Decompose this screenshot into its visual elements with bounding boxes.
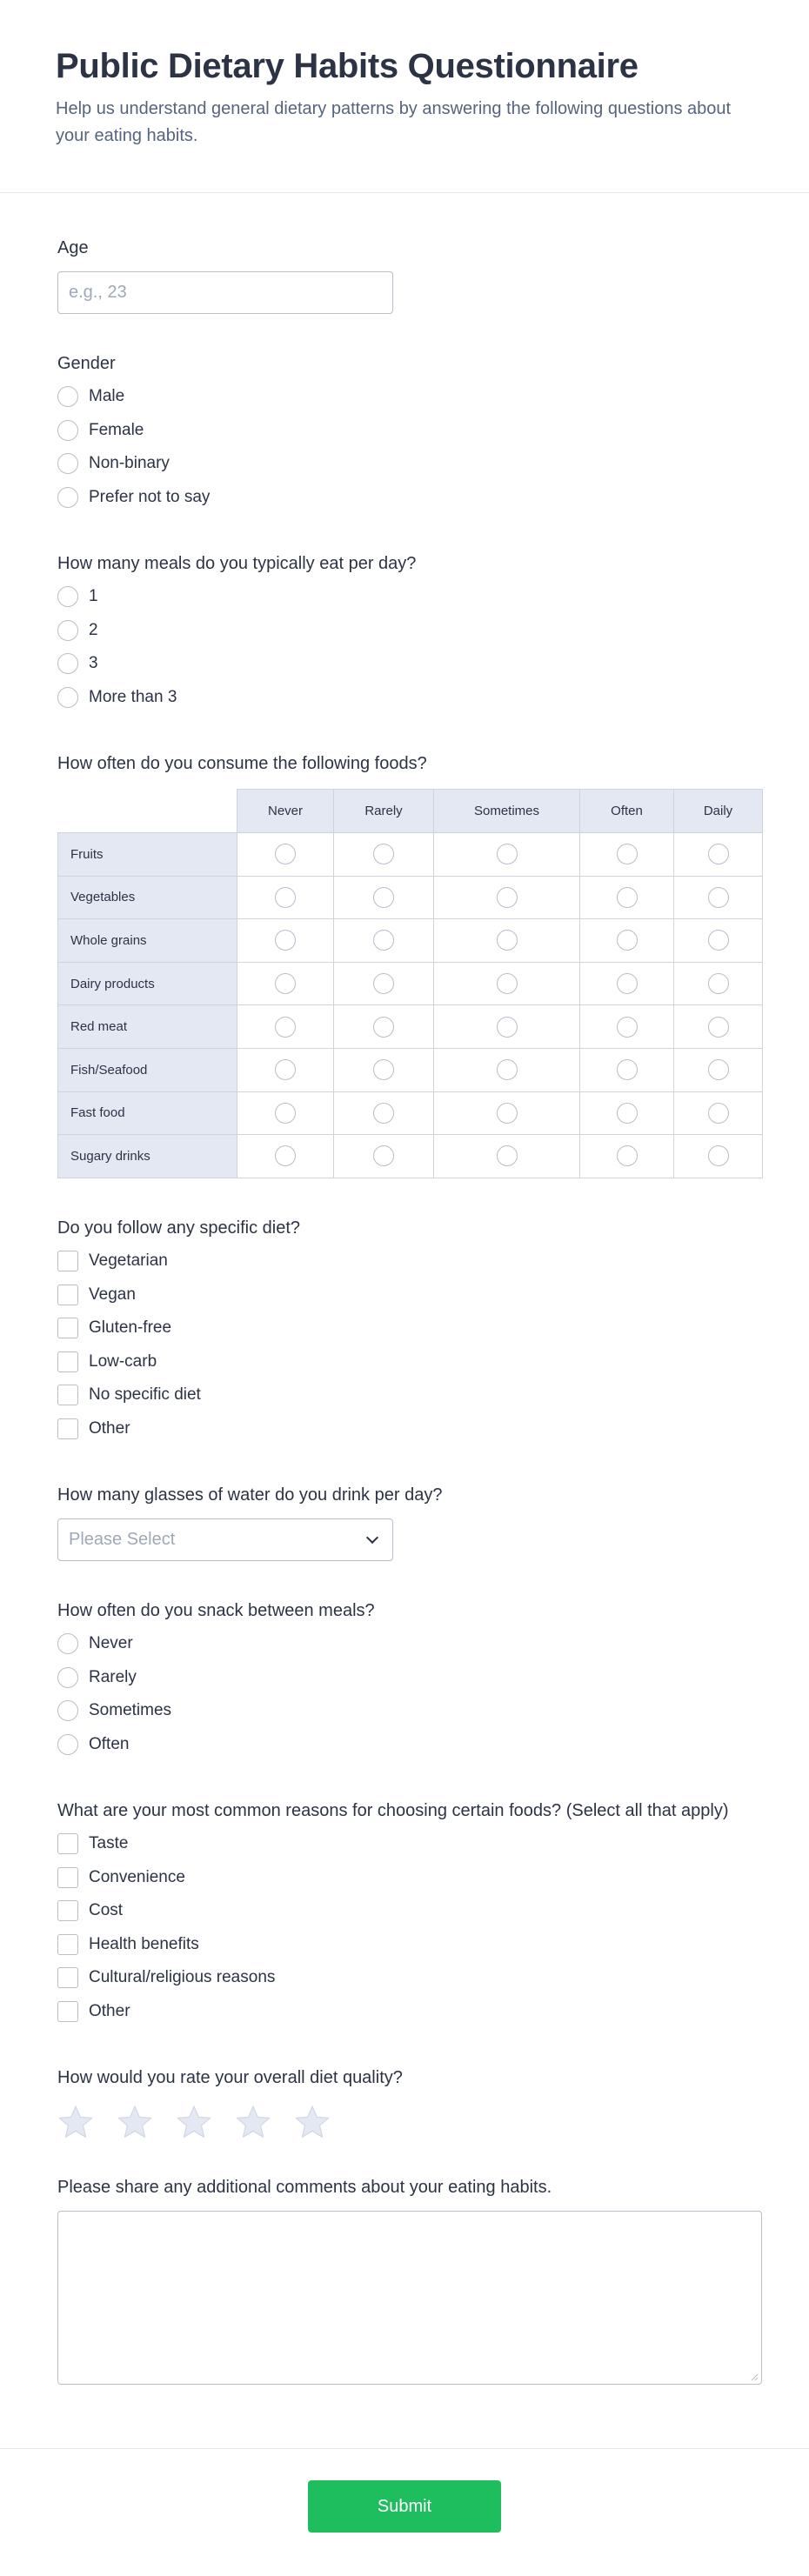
matrix-cell[interactable] xyxy=(580,919,674,963)
matrix-cell[interactable] xyxy=(580,876,674,919)
matrix-row-label: Fast food xyxy=(58,1091,237,1135)
reasons-option[interactable] xyxy=(57,1827,762,1861)
radio-button[interactable] xyxy=(497,1103,518,1124)
matrix-column-header: Often xyxy=(580,790,674,833)
checkbox[interactable] xyxy=(57,1934,78,1955)
checkbox[interactable] xyxy=(57,1251,78,1271)
option-label: 3 xyxy=(89,654,98,673)
matrix-cell[interactable] xyxy=(334,1048,434,1091)
checkbox[interactable] xyxy=(57,1867,78,1888)
chevron-down-icon xyxy=(366,1532,378,1544)
matrix-cell[interactable] xyxy=(237,1005,334,1049)
gender-option[interactable] xyxy=(57,380,809,414)
matrix-cell[interactable] xyxy=(674,919,763,963)
matrix-row xyxy=(58,876,763,919)
radio-button[interactable] xyxy=(275,1103,296,1124)
form-subtitle: Help us understand general dietary patterns by answering the following questions about your eating habits. xyxy=(56,99,732,145)
matrix-row xyxy=(58,1091,763,1135)
checkbox[interactable] xyxy=(57,1967,78,1988)
radio-button[interactable] xyxy=(275,1017,296,1038)
rating-label: How would you rate your overall diet quality? xyxy=(57,2067,403,2087)
option-label: 1 xyxy=(89,587,98,606)
matrix-cell[interactable] xyxy=(237,919,334,963)
matrix-cell[interactable] xyxy=(237,833,334,877)
gender-option[interactable] xyxy=(57,447,809,481)
reasons-option[interactable] xyxy=(57,1927,762,1961)
matrix-cell[interactable] xyxy=(434,962,580,1005)
matrix-cell[interactable] xyxy=(580,1135,674,1178)
snack-option[interactable] xyxy=(57,1727,809,1761)
checkbox[interactable] xyxy=(57,1385,78,1405)
checkbox[interactable] xyxy=(57,1900,78,1921)
checkbox[interactable] xyxy=(57,1351,78,1372)
option-label: Cultural/religious reasons xyxy=(89,1968,276,1986)
star-icon[interactable] xyxy=(176,2105,212,2139)
matrix-cell[interactable] xyxy=(434,1091,580,1135)
option-label: Gluten-free xyxy=(89,1318,172,1337)
matrix-cell[interactable] xyxy=(334,919,434,963)
comments-question xyxy=(57,2176,809,2385)
matrix-cell[interactable] xyxy=(334,1091,434,1135)
option-label: Vegan xyxy=(89,1285,136,1304)
radio-button[interactable] xyxy=(57,487,78,508)
water-label: How many glasses of water do you drink per day? xyxy=(57,1485,443,1505)
snack-option[interactable] xyxy=(57,1627,809,1661)
option-label: Vegetarian xyxy=(89,1251,168,1270)
select-placeholder: Please Select xyxy=(69,1529,176,1549)
matrix-row-label: Red meat xyxy=(58,1005,237,1049)
meals-question xyxy=(57,552,809,714)
matrix-cell[interactable] xyxy=(237,1135,334,1178)
matrix-row-label: Fish/Seafood xyxy=(58,1048,237,1091)
frequency-label: How often do you consume the following foods? xyxy=(57,754,427,773)
matrix-cell[interactable] xyxy=(237,876,334,919)
resize-handle-icon[interactable] xyxy=(750,2372,759,2381)
star-rating xyxy=(57,2105,809,2139)
diet-option[interactable] xyxy=(57,1345,809,1378)
matrix-cell[interactable] xyxy=(434,1135,580,1178)
matrix-cell[interactable] xyxy=(237,962,334,1005)
reasons-option[interactable] xyxy=(57,1961,762,1995)
form-footer xyxy=(0,2448,809,2576)
matrix-cell[interactable] xyxy=(334,833,434,877)
snack-question xyxy=(57,1599,809,1761)
snack-label: How often do you snack between meals? xyxy=(57,1600,375,1620)
radio-button[interactable] xyxy=(617,930,638,951)
meals-option[interactable] xyxy=(57,614,809,648)
radio-button[interactable] xyxy=(275,1059,296,1080)
matrix-header-row xyxy=(58,790,763,833)
matrix-cell[interactable] xyxy=(334,876,434,919)
matrix-column-header: Daily xyxy=(674,790,763,833)
radio-button[interactable] xyxy=(497,973,518,994)
matrix-column-header: Never xyxy=(237,790,334,833)
radio-button[interactable] xyxy=(708,1017,729,1038)
radio-button[interactable] xyxy=(373,887,394,908)
matrix-column-header: Rarely xyxy=(334,790,434,833)
checkbox[interactable] xyxy=(57,1285,78,1305)
radio-button[interactable] xyxy=(57,386,78,407)
matrix-cell[interactable] xyxy=(334,1135,434,1178)
option-label: Female xyxy=(89,420,144,439)
age-input[interactable] xyxy=(57,271,393,314)
radio-button[interactable] xyxy=(617,887,638,908)
matrix-corner xyxy=(58,790,237,833)
option-label: Sometimes xyxy=(89,1701,172,1719)
radio-button[interactable] xyxy=(708,930,729,951)
radio-button[interactable] xyxy=(617,1059,638,1080)
option-label: Other xyxy=(89,2001,130,2020)
snack-option[interactable] xyxy=(57,1694,809,1728)
option-label: Never xyxy=(89,1634,133,1652)
matrix-cell[interactable] xyxy=(580,1005,674,1049)
radio-button[interactable] xyxy=(708,1103,729,1124)
matrix-row-label: Fruits xyxy=(58,833,237,877)
radio-button[interactable] xyxy=(373,973,394,994)
comments-textarea[interactable] xyxy=(57,2211,762,2385)
rating-question xyxy=(57,2066,809,2139)
form-header xyxy=(0,0,809,193)
matrix-column-header: Sometimes xyxy=(434,790,580,833)
diet-option[interactable] xyxy=(57,1278,809,1311)
snack-option[interactable] xyxy=(57,1660,809,1694)
radio-button[interactable] xyxy=(57,653,78,674)
radio-button[interactable] xyxy=(373,1103,394,1124)
radio-button[interactable] xyxy=(275,973,296,994)
matrix-cell[interactable] xyxy=(434,1048,580,1091)
option-label: More than 3 xyxy=(89,687,177,706)
matrix-row xyxy=(58,1048,763,1091)
radio-button[interactable] xyxy=(497,930,518,951)
meals-option[interactable] xyxy=(57,580,809,614)
matrix-cell[interactable] xyxy=(334,962,434,1005)
option-label: Rarely xyxy=(89,1667,137,1686)
radio-button[interactable] xyxy=(57,1667,78,1688)
radio-button[interactable] xyxy=(373,844,394,864)
radio-button[interactable] xyxy=(57,687,78,708)
radio-button[interactable] xyxy=(497,844,518,864)
reasons-option[interactable] xyxy=(57,1894,762,1928)
checkbox[interactable] xyxy=(57,1418,78,1439)
matrix-row xyxy=(58,962,763,1005)
matrix-row xyxy=(58,1005,763,1049)
checkbox[interactable] xyxy=(57,1833,78,1854)
matrix-cell[interactable] xyxy=(580,962,674,1005)
radio-button[interactable] xyxy=(373,1145,394,1166)
diet-option[interactable] xyxy=(57,1378,809,1412)
radio-button[interactable] xyxy=(373,1017,394,1038)
radio-button[interactable] xyxy=(57,453,78,474)
radio-button[interactable] xyxy=(57,420,78,441)
radio-button[interactable] xyxy=(57,1734,78,1755)
radio-button[interactable] xyxy=(497,1145,518,1166)
matrix-row-label: Sugary drinks xyxy=(58,1135,237,1178)
star-icon[interactable] xyxy=(117,2105,153,2139)
radio-button[interactable] xyxy=(708,844,729,864)
option-label: Convenience xyxy=(89,1867,185,1886)
star-icon[interactable] xyxy=(294,2105,331,2139)
matrix-cell[interactable] xyxy=(237,1091,334,1135)
option-label: Low-carb xyxy=(89,1351,157,1371)
matrix-cell[interactable] xyxy=(334,1005,434,1049)
matrix-row-label: Dairy products xyxy=(58,962,237,1005)
matrix-cell[interactable] xyxy=(434,1005,580,1049)
radio-button[interactable] xyxy=(57,586,78,607)
matrix-cell[interactable] xyxy=(674,1091,763,1135)
matrix-cell[interactable] xyxy=(434,919,580,963)
water-question xyxy=(57,1484,809,1561)
water-select[interactable] xyxy=(57,1518,393,1561)
option-label: 2 xyxy=(89,620,98,639)
option-label: Other xyxy=(89,1418,130,1438)
matrix-cell[interactable] xyxy=(674,1005,763,1049)
reasons-label: What are your most common reasons for choosing certain foods? (Select all that apply) xyxy=(57,1800,729,1820)
radio-button[interactable] xyxy=(373,1059,394,1080)
option-label: No specific diet xyxy=(89,1385,201,1404)
option-label: Health benefits xyxy=(89,1934,199,1953)
option-label: Taste xyxy=(89,1834,129,1852)
matrix-row xyxy=(58,919,763,963)
matrix-cell[interactable] xyxy=(580,1091,674,1135)
diet-label: Do you follow any specific diet? xyxy=(57,1218,301,1238)
matrix-cell[interactable] xyxy=(434,833,580,877)
gender-label: Gender xyxy=(57,354,116,373)
diet-option[interactable] xyxy=(57,1311,809,1345)
frequency-question xyxy=(57,752,809,1178)
reasons-option[interactable] xyxy=(57,1994,762,2028)
radio-button[interactable] xyxy=(708,973,729,994)
age-label: Age xyxy=(57,238,89,257)
radio-button[interactable] xyxy=(708,1059,729,1080)
checkbox[interactable] xyxy=(57,1318,78,1338)
matrix-cell[interactable] xyxy=(674,962,763,1005)
option-label: Often xyxy=(89,1734,130,1753)
radio-button[interactable] xyxy=(617,844,638,864)
radio-button[interactable] xyxy=(708,887,729,908)
radio-button[interactable] xyxy=(617,1145,638,1166)
radio-button[interactable] xyxy=(275,844,296,864)
radio-button[interactable] xyxy=(617,973,638,994)
matrix-row-label: Vegetables xyxy=(58,876,237,919)
form-title: Public Dietary Habits Questionnaire xyxy=(56,47,639,85)
radio-button[interactable] xyxy=(275,887,296,908)
matrix-cell[interactable] xyxy=(580,1048,674,1091)
matrix-row-label: Whole grains xyxy=(58,919,237,963)
matrix-cell[interactable] xyxy=(674,1135,763,1178)
radio-button[interactable] xyxy=(57,1700,78,1721)
matrix-cell[interactable] xyxy=(674,833,763,877)
meals-label: How many meals do you typically eat per day? xyxy=(57,554,417,573)
option-label: Cost xyxy=(89,1901,124,1919)
reasons-option[interactable] xyxy=(57,1860,762,1894)
star-icon[interactable] xyxy=(57,2105,94,2139)
comments-label: Please share any additional comments about your eating habits. xyxy=(57,2177,552,2197)
option-label: Non-binary xyxy=(89,454,170,473)
gender-question xyxy=(57,352,809,514)
radio-button[interactable] xyxy=(373,930,394,951)
frequency-matrix xyxy=(57,789,763,1178)
matrix-row xyxy=(58,1135,763,1178)
meals-option[interactable] xyxy=(57,681,809,715)
radio-button[interactable] xyxy=(57,620,78,641)
radio-button[interactable] xyxy=(57,1633,78,1654)
age-question xyxy=(57,237,809,314)
checkbox[interactable] xyxy=(57,2001,78,2022)
gender-option[interactable] xyxy=(57,481,809,515)
matrix-cell[interactable] xyxy=(580,833,674,877)
submit-button[interactable]: Submit xyxy=(308,2480,501,2533)
diet-question xyxy=(57,1217,809,1445)
diet-option[interactable] xyxy=(57,1245,809,1278)
radio-button[interactable] xyxy=(708,1145,729,1166)
radio-button[interactable] xyxy=(275,1145,296,1166)
reasons-question xyxy=(57,1799,762,2028)
matrix-cell[interactable] xyxy=(237,1048,334,1091)
star-icon[interactable] xyxy=(235,2105,271,2139)
radio-button[interactable] xyxy=(497,887,518,908)
radio-button[interactable] xyxy=(275,930,296,951)
matrix-cell[interactable] xyxy=(434,876,580,919)
gender-option[interactable] xyxy=(57,414,809,448)
option-label: Prefer not to say xyxy=(89,487,211,506)
option-label: Male xyxy=(89,387,125,406)
radio-button[interactable] xyxy=(497,1017,518,1038)
meals-option[interactable] xyxy=(57,647,809,681)
form-body xyxy=(0,237,809,2385)
radio-button[interactable] xyxy=(497,1059,518,1080)
radio-button[interactable] xyxy=(617,1017,638,1038)
radio-button[interactable] xyxy=(617,1103,638,1124)
matrix-cell[interactable] xyxy=(674,876,763,919)
matrix-row xyxy=(58,833,763,877)
matrix-cell[interactable] xyxy=(674,1048,763,1091)
diet-option[interactable] xyxy=(57,1411,809,1445)
